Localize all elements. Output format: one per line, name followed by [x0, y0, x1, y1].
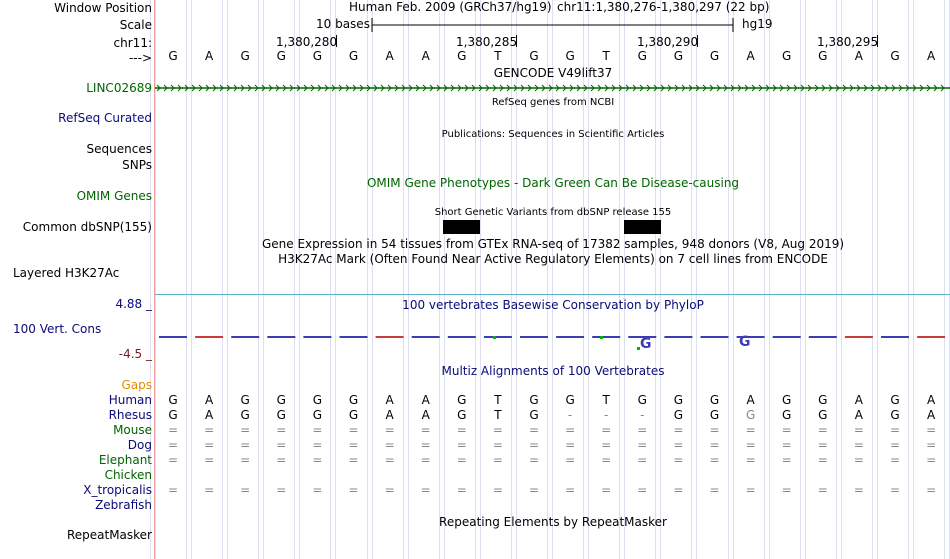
alignment-base: = [312, 423, 323, 437]
sequence-base[interactable]: G [240, 49, 250, 63]
phylop-score-mark [520, 336, 548, 338]
alignment-base: G [565, 393, 575, 407]
alignment-base: G [276, 408, 286, 422]
alignment-base: = [528, 453, 540, 467]
alignment-base: = [312, 483, 323, 497]
label-sequences[interactable]: Sequences [86, 142, 152, 156]
alignment-base: G [782, 393, 792, 407]
sequence-base[interactable]: A [421, 49, 430, 63]
label-common-dbsnp[interactable]: Common dbSNP(155) [22, 220, 152, 234]
species-label[interactable]: Elephant [98, 453, 152, 467]
alignment-base: = [781, 423, 792, 437]
alignment-base: - [640, 408, 645, 422]
conserved-base-logo: G [739, 334, 751, 350]
alignment-base: = [889, 438, 901, 452]
species-label[interactable]: Human [108, 393, 152, 407]
species-label[interactable]: X_tropicalis [83, 483, 152, 497]
sequence-base[interactable]: A [385, 49, 394, 63]
label-omim-genes[interactable]: OMIM Genes [76, 189, 152, 203]
phylop-score-mark [159, 336, 187, 338]
alignment-base: = [276, 483, 287, 497]
sequence-base[interactable]: G [312, 49, 323, 63]
phylop-score-mark [845, 336, 873, 338]
alignment-base: G [168, 393, 178, 407]
label-linc02689[interactable]: LINC02689 [86, 81, 152, 95]
alignment-base: G [312, 393, 323, 407]
phylop-score-mark [773, 336, 801, 338]
sequence-base[interactable]: G [890, 49, 900, 63]
alignment-base: = [276, 453, 287, 467]
alignment-base: = [817, 423, 828, 437]
alignment-base: T [602, 393, 610, 407]
alignment-base: = [492, 483, 503, 497]
phylop-score-mark [664, 336, 692, 338]
ruler-tick-label: 1,380,295 [817, 35, 879, 49]
scale-bar [370, 15, 740, 35]
alignment-base: A [854, 408, 863, 422]
alignment-base: G [276, 393, 286, 407]
alignment-base: = [384, 453, 395, 467]
alignment-base: = [420, 438, 431, 452]
ruler-tick-label: 1,380,290 [637, 35, 699, 49]
gene-strand-line[interactable] [155, 82, 950, 94]
alignment-base: = [817, 438, 828, 452]
alignment-base: - [604, 408, 609, 422]
alignment-base: = [637, 453, 648, 467]
phylop-score-mark [809, 336, 837, 338]
alignment-base: G [348, 393, 359, 407]
alignment-base: = [240, 438, 251, 452]
alignment-base: G [457, 393, 467, 407]
alignment-base: = [601, 438, 612, 452]
h3k27ac-track-title: H3K27Ac Mark (Often Found Near Active Regulatory Elements) on 7 cell lines from ENCODE [278, 252, 828, 266]
alignment-base: = [420, 483, 431, 497]
snp-variant[interactable] [443, 220, 480, 234]
alignment-base: = [456, 483, 467, 497]
alignment-base: - [567, 408, 573, 422]
alignment-base: G [637, 393, 647, 407]
alignment-base: = [853, 453, 864, 467]
alignment-base: = [348, 438, 359, 452]
alignment-base: = [601, 483, 612, 497]
sequence-base[interactable]: G [782, 49, 792, 63]
assembly-title: Human Feb. 2009 (GRCh37/hg19) [349, 0, 552, 14]
phylop-score-mark [267, 336, 295, 338]
conserved-base-logo: G [640, 336, 652, 352]
alignment-base: = [492, 423, 503, 437]
alignment-base: G [782, 408, 792, 422]
label-refseq-curated[interactable]: RefSeq Curated [58, 111, 152, 125]
phylop-track-title: 100 vertebrates Basewise Conservation by PhyloP [402, 298, 704, 312]
alignment-base: = [781, 453, 792, 467]
sequence-base[interactable]: A [746, 49, 755, 63]
alignment-base: = [204, 438, 215, 452]
alignment-base: G [745, 408, 756, 422]
alignment-base: A [385, 393, 394, 407]
sequence-base[interactable]: G [818, 49, 828, 63]
sequence-base[interactable]: G [529, 49, 539, 63]
sequence-base[interactable]: G [565, 49, 575, 63]
sequence-base[interactable]: G [168, 49, 178, 63]
alignment-base: = [312, 453, 323, 467]
alignment-base: = [853, 438, 864, 452]
label-chrom: chr11: [113, 36, 152, 50]
phylop-score-mark [917, 336, 945, 338]
phylop-score-mark [303, 336, 331, 338]
sequence-base[interactable]: G [637, 49, 647, 63]
scale-assembly: hg19 [742, 17, 773, 31]
alignment-base: = [781, 483, 792, 497]
omim-track-title: OMIM Gene Phenotypes - Dark Green Can Be Disease-causing [366, 176, 740, 190]
alignment-base: T [494, 393, 502, 407]
alignment-base: = [889, 453, 901, 467]
alignment-base: T [494, 408, 502, 422]
alignment-base: = [745, 483, 756, 497]
alignment-base: = [673, 423, 684, 437]
alignment-base: G [240, 393, 250, 407]
phylop-score-mark [592, 336, 620, 338]
alignment-base: = [565, 483, 576, 497]
alignment-base: = [565, 423, 576, 437]
alignment-base: = [889, 423, 901, 437]
alignment-base: = [637, 423, 648, 437]
alignment-base: = [709, 423, 720, 437]
alignment-base: = [601, 453, 612, 467]
alignment-base: = [637, 483, 648, 497]
alignment-base: G [168, 408, 178, 422]
alignment-base: G [529, 393, 539, 407]
alignment-base: = [312, 438, 323, 452]
alignment-base: = [348, 483, 359, 497]
alignment-base: = [276, 423, 287, 437]
alignment-base: = [456, 453, 467, 467]
alignment-base: G [890, 393, 900, 407]
alignment-base: = [167, 423, 179, 437]
label-cons-min: -4.5 _ [118, 347, 152, 361]
sequence-base[interactable]: G [348, 49, 359, 63]
alignment-base: = [926, 438, 937, 452]
phylop-signal[interactable] [155, 328, 950, 352]
alignment-base: = [492, 453, 503, 467]
phylop-score-mark [412, 336, 440, 338]
alignment-base: = [420, 453, 431, 467]
sequence-base[interactable]: T [602, 49, 610, 63]
alignment-base: = [709, 438, 720, 452]
label-100-vert-cons[interactable]: 100 Vert. Cons [13, 322, 102, 336]
ruler-tick-label: 1,380,280 [276, 35, 338, 49]
label-cons-max: 4.88 _ [115, 297, 152, 311]
label-repeatmasker[interactable]: RepeatMasker [66, 528, 152, 542]
alignment-base: G [890, 408, 900, 422]
sequence-base[interactable]: A [926, 49, 936, 63]
ruler-ticks [0, 33, 950, 49]
alignment-base: = [926, 453, 937, 467]
publications-track-title: Publications: Sequences in Scientific Articles [441, 129, 665, 140]
sequence-base[interactable]: G [457, 49, 467, 63]
gtex-track-title: Gene Expression in 54 tissues from GTEx RNA-seq of 17382 samples, 948 donors (V8, Aug 2019) [261, 237, 845, 251]
multiz-track-title: Multiz Alignments of 100 Vertebrates [441, 364, 665, 378]
alignment-base: = [384, 423, 395, 437]
label-scale: Scale [119, 18, 152, 32]
alignment-base: A [421, 408, 430, 422]
alignment-base: = [528, 423, 540, 437]
alignment-base: = [528, 483, 540, 497]
alignment-base: = [348, 423, 359, 437]
scale-bar-text: 10 bases [316, 17, 370, 31]
alignment-base: G [529, 408, 539, 422]
alignment-base: A [204, 393, 214, 407]
species-label[interactable]: Rhesus [108, 408, 152, 422]
label-window-position: Window Position [54, 1, 152, 15]
label-gaps[interactable]: Gaps [121, 378, 152, 392]
alignment-base: = [853, 423, 864, 437]
alignment-base: = [204, 483, 215, 497]
alignment-base: = [817, 483, 828, 497]
species-label[interactable]: Chicken [104, 468, 152, 482]
cons-marker [493, 336, 496, 339]
phylop-score-mark [448, 336, 476, 338]
label-snps[interactable]: SNPs [122, 158, 152, 172]
cons-marker [637, 347, 640, 350]
alignment-base: = [204, 453, 215, 467]
sequence-base[interactable]: G [276, 49, 286, 63]
alignment-base: G [709, 408, 720, 422]
alignment-base: = [204, 423, 215, 437]
alignment-base: = [781, 438, 792, 452]
ruler-tick-label: 1,380,285 [456, 35, 518, 49]
label-strand-arrow: ---> [128, 51, 152, 65]
alignment-base: = [167, 438, 179, 452]
cons-marker [600, 336, 603, 339]
alignment-base: G [312, 408, 323, 422]
alignment-base: A [854, 393, 863, 407]
sequence-base[interactable]: T [494, 49, 502, 63]
alignment-base: = [384, 483, 395, 497]
alignment-base: G [709, 393, 720, 407]
sequence-base[interactable]: A [854, 49, 863, 63]
alignment-base: G [673, 393, 684, 407]
alignment-base: = [601, 423, 612, 437]
alignment-base: A [926, 393, 936, 407]
alignment-base: A [746, 393, 755, 407]
alignment-base: A [421, 393, 430, 407]
alignment-base: G [818, 393, 828, 407]
alignment-base: = [420, 423, 431, 437]
conservation-axis-line [155, 294, 950, 295]
window-position-text: chr11:1,380,276-1,380,297 (22 bp) [557, 0, 770, 14]
alignment-base: = [745, 423, 756, 437]
dbsnp-track-title: Short Genetic Variants from dbSNP release 155 [434, 207, 672, 218]
alignment-base: = [167, 453, 179, 467]
alignment-base: = [926, 483, 937, 497]
alignment-base: = [673, 453, 684, 467]
alignment-base: = [456, 423, 467, 437]
phylop-score-mark [376, 336, 404, 338]
phylop-score-mark [195, 336, 223, 338]
phylop-score-mark [556, 336, 584, 338]
sequence-base[interactable]: G [709, 49, 720, 63]
sequence-base[interactable]: G [673, 49, 684, 63]
alignment-base: = [565, 453, 576, 467]
alignment-base: A [204, 408, 214, 422]
alignment-base: = [745, 438, 756, 452]
species-label[interactable]: Mouse [113, 423, 152, 437]
phylop-score-mark [701, 336, 729, 338]
phylop-score-mark [231, 336, 259, 338]
alignment-base: A [926, 408, 936, 422]
alignment-base: = [709, 453, 720, 467]
species-label[interactable]: Dog [127, 438, 152, 452]
alignment-base: = [348, 453, 359, 467]
alignment-base: = [240, 483, 251, 497]
repeatmasker-track-title: Repeating Elements by RepeatMasker [439, 515, 667, 529]
alignment-base: = [709, 483, 720, 497]
alignment-base: G [457, 408, 467, 422]
alignment-base: = [637, 438, 648, 452]
phylop-score-mark [340, 336, 368, 338]
alignment-base: = [889, 483, 901, 497]
alignment-base: G [818, 408, 828, 422]
alignment-base: = [745, 453, 756, 467]
alignment-base: = [167, 483, 179, 497]
alignment-base: = [673, 483, 684, 497]
alignment-base: G [348, 408, 359, 422]
label-layered-h3k27ac[interactable]: Layered H3K27Ac [13, 266, 120, 280]
species-label[interactable]: Zebrafish [95, 498, 152, 512]
alignment-base: = [926, 423, 937, 437]
phylop-score-mark [484, 336, 512, 338]
alignment-base: = [565, 438, 576, 452]
alignment-base: G [240, 408, 250, 422]
alignment-base: = [240, 423, 251, 437]
alignment-base: = [673, 438, 684, 452]
alignment-base: = [384, 438, 395, 452]
phylop-score-mark [881, 336, 909, 338]
gencode-track-title: GENCODE V49lift37 [493, 66, 613, 80]
alignment-base: = [492, 438, 503, 452]
alignment-base: = [528, 438, 540, 452]
refseq-track-title: RefSeq genes from NCBI [491, 97, 615, 108]
snp-variant[interactable] [624, 220, 661, 234]
alignment-base: = [240, 453, 251, 467]
alignment-base: = [853, 483, 864, 497]
sequence-base[interactable]: A [204, 49, 214, 63]
alignment-base: = [276, 438, 287, 452]
alignment-base: = [456, 438, 467, 452]
alignment-base: G [673, 408, 684, 422]
alignment-base: A [385, 408, 394, 422]
alignment-base: = [817, 453, 828, 467]
